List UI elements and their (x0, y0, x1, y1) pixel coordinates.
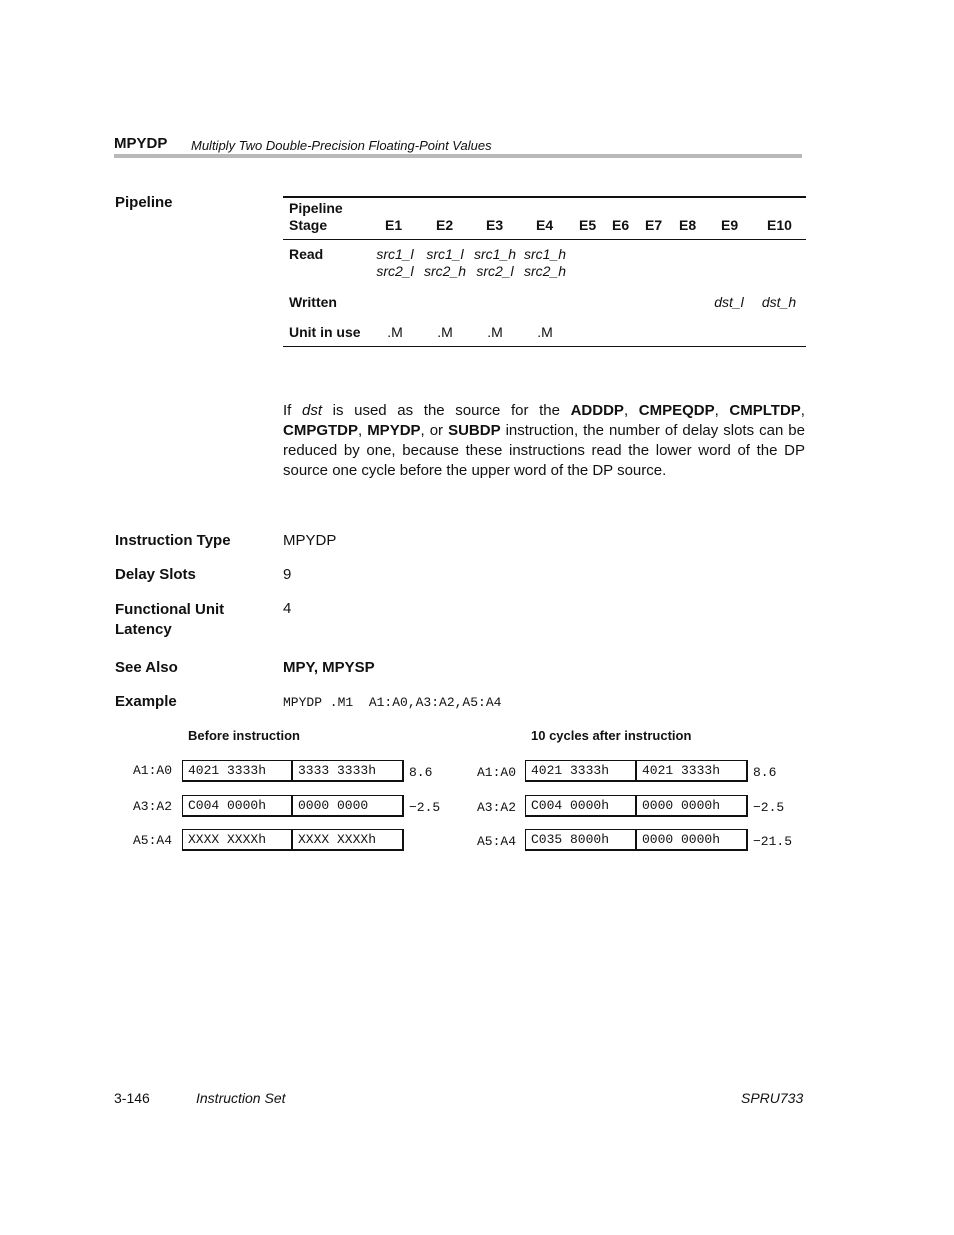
after-reg-a3a2: A3:A2 (477, 800, 517, 815)
fu-latency-label-1: Functional Unit (115, 601, 225, 618)
instr-adddp: ADDDP (570, 402, 624, 419)
unit-e2: .M (437, 324, 453, 340)
col-e5: E5 (579, 217, 597, 233)
read-e2-line2: src2_h (423, 263, 467, 279)
read-e4-line2: src2_h (523, 263, 567, 279)
delay-slots-value: 9 (283, 566, 292, 583)
before-a5a4-hi: XXXX XXXXh (182, 829, 293, 851)
read-e2 (421, 246, 469, 280)
row-read-label: Read (289, 246, 324, 262)
col-e2: E2 (436, 217, 454, 233)
table-rule-mid (283, 239, 806, 240)
after-a3a2-lo: 0000 0000h (636, 795, 748, 817)
table-rule-top (283, 196, 806, 198)
col-e1: E1 (385, 217, 403, 233)
after-a5a4-hi: C035 8000h (525, 829, 637, 851)
before-a1a0-lo: 3333 3333h (292, 760, 404, 782)
unit-e1: .M (387, 324, 403, 340)
after-reg-a1a0: A1:A0 (477, 765, 517, 780)
after-reg-a5a4: A5:A4 (477, 834, 517, 849)
before-a1a0-value: 8.6 (409, 765, 433, 780)
header-rule (114, 154, 802, 158)
instruction-type-value: MPYDP (283, 532, 337, 549)
instr-mpydp: MPYDP (367, 422, 421, 439)
written-e10: dst_h (761, 294, 797, 310)
before-reg-a5a4: A5:A4 (133, 833, 173, 848)
after-a5a4-value: −21.5 (753, 834, 793, 849)
delay-note-paragraph: If dst is used as the source for the ADDDP, CMPEQDP, CMPLTDP, CMPGTDP, MPYDP, or SUBDP instruction, the number of delay slots can be reduced by one, because these instructions read the lower word of the DP source one cycle before the upper word of the DP source. (283, 402, 805, 479)
example-label: Example (115, 693, 177, 710)
after-a1a0-hi: 4021 3333h (525, 760, 637, 782)
header-description: Multiply Two Double-Precision Floating-Point Values (191, 138, 492, 153)
read-e4-line1: src1_h (523, 246, 567, 262)
after-a1a0-value: 8.6 (753, 765, 777, 780)
unit-e3: .M (487, 324, 503, 340)
written-e9: dst_l (714, 294, 744, 310)
example-code: MPYDP .M1 A1:A0,A3:A2,A5:A4 (283, 695, 502, 710)
after-a3a2-value: −2.5 (753, 800, 785, 815)
see-also-value: MPY, MPYSP (283, 659, 375, 676)
after-title: 10 cycles after instruction (531, 728, 692, 743)
instr-cmpgtdp: CMPGTDP (283, 422, 358, 439)
col-e9: E9 (721, 217, 739, 233)
dst-term: dst (301, 402, 322, 419)
before-a5a4-lo: XXXX XXXXh (292, 829, 404, 851)
footer-page-number: 3-146 (114, 1090, 150, 1106)
instr-subdp: SUBDP (448, 422, 501, 439)
col-e4: E4 (536, 217, 554, 233)
fu-latency-label-2: Latency (115, 621, 172, 638)
before-reg-a3a2: A3:A2 (133, 799, 173, 814)
row-unit-label: Unit in use (289, 324, 361, 340)
after-a5a4-lo: 0000 0000h (636, 829, 748, 851)
before-a3a2-hi: C004 0000h (182, 795, 293, 817)
instr-cmpeqdp: CMPEQDP (638, 402, 715, 419)
col-e7: E7 (645, 217, 663, 233)
stage-header-1: Pipeline (289, 200, 343, 216)
read-e2-line1: src1_l (426, 246, 464, 262)
footer-doc-id: SPRU733 (741, 1090, 804, 1106)
read-e1 (371, 246, 419, 280)
before-a3a2-lo: 0000 0000 (292, 795, 404, 817)
before-a3a2-value: −2.5 (409, 800, 441, 815)
header-mnemonic: MPYDP (114, 135, 168, 152)
col-e10: E10 (767, 217, 792, 233)
delay-slots-label: Delay Slots (115, 566, 196, 583)
after-a3a2-hi: C004 0000h (525, 795, 637, 817)
stage-header-2: Stage (289, 217, 328, 233)
before-a1a0-hi: 4021 3333h (182, 760, 293, 782)
see-also-label: See Also (115, 659, 178, 676)
pipeline-label: Pipeline (115, 194, 173, 211)
read-e1-line2: src2_l (376, 263, 414, 279)
before-title: Before instruction (188, 728, 300, 743)
read-e4 (521, 246, 569, 280)
col-e3: E3 (486, 217, 504, 233)
before-reg-a1a0: A1:A0 (133, 763, 173, 778)
fu-latency-value: 4 (283, 600, 292, 617)
table-rule-bottom (283, 346, 806, 347)
row-written-label: Written (289, 294, 337, 310)
col-e6: E6 (612, 217, 630, 233)
pipeline-table (283, 196, 806, 348)
unit-e4: .M (537, 324, 553, 340)
footer-section: Instruction Set (196, 1090, 286, 1106)
col-e8: E8 (679, 217, 697, 233)
instr-cmpltdp: CMPLTDP (729, 402, 801, 419)
read-e3 (471, 246, 519, 280)
read-e3-line2: src2_l (476, 263, 514, 279)
read-e1-line1: src1_l (376, 246, 414, 262)
read-e3-line1: src1_h (473, 246, 517, 262)
after-a1a0-lo: 4021 3333h (636, 760, 748, 782)
instruction-type-label: Instruction Type (115, 532, 231, 549)
